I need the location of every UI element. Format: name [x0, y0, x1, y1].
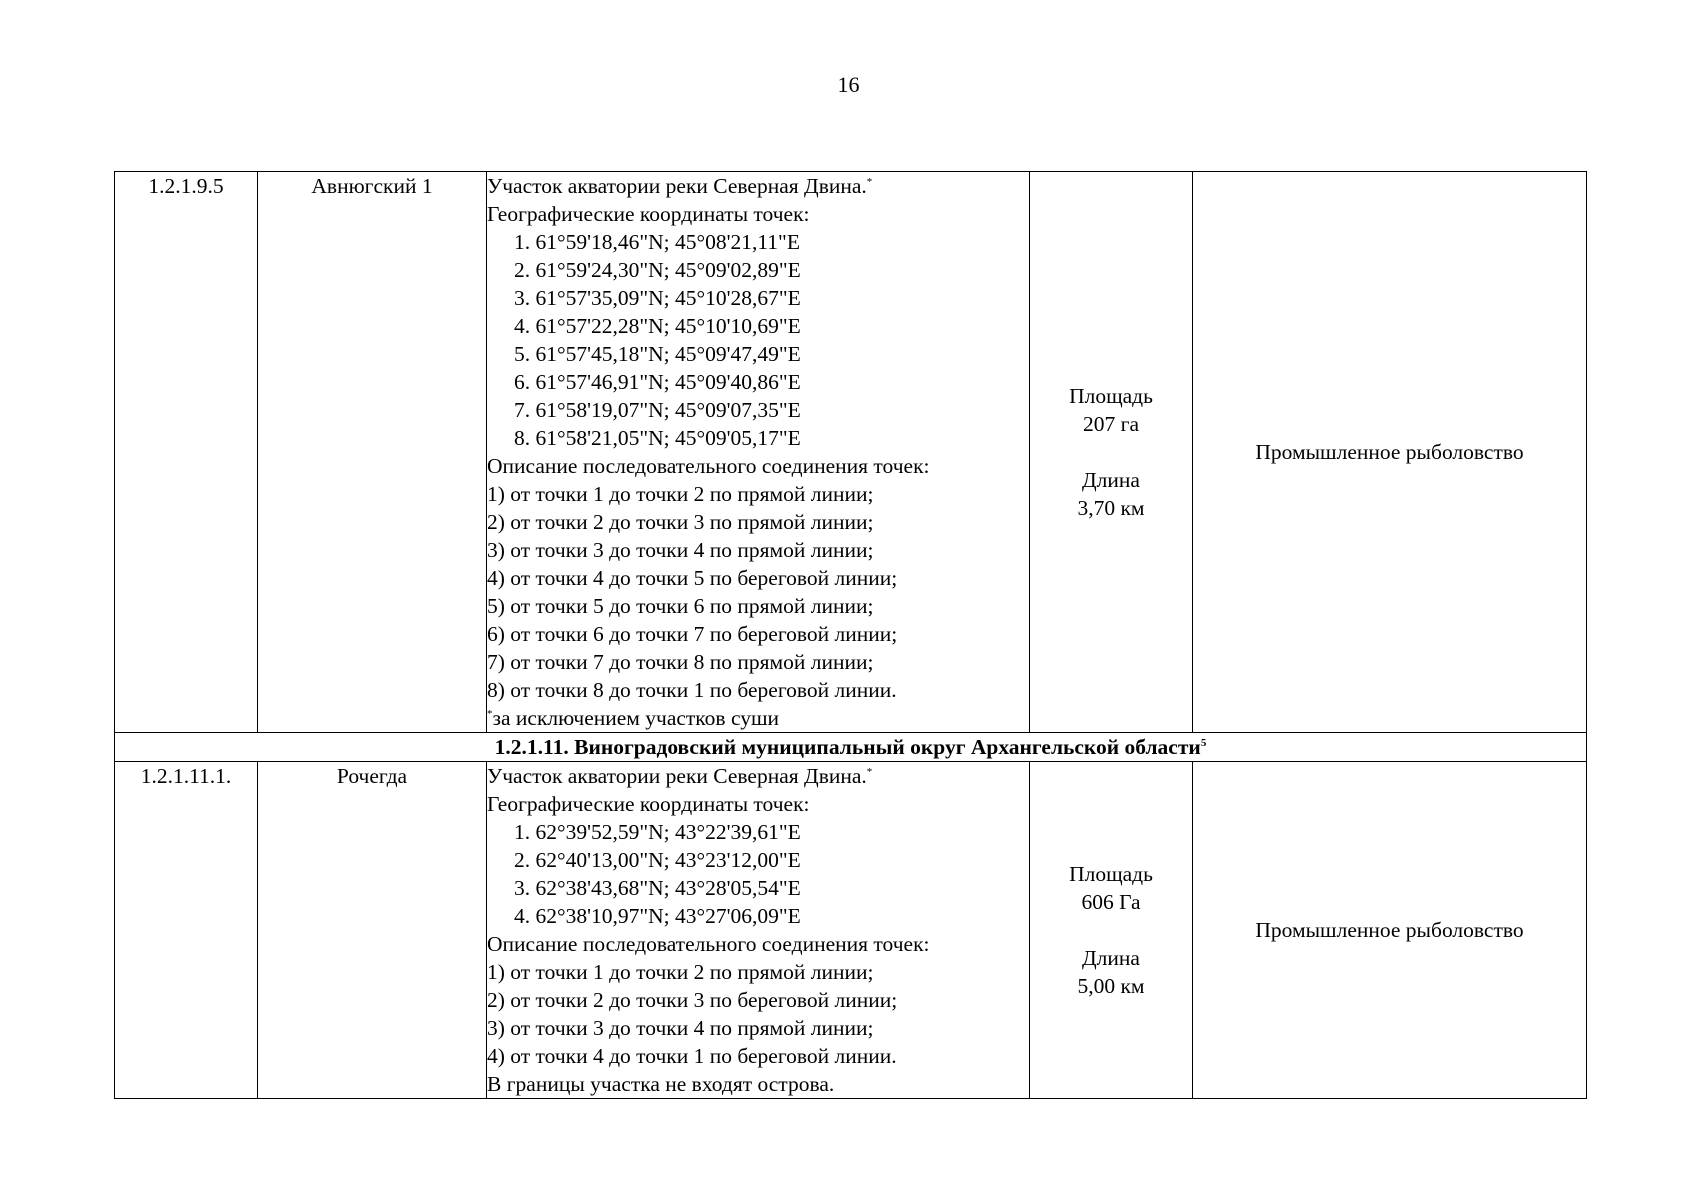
length-label: Длина	[1082, 468, 1140, 492]
coordinates-heading: Географические координаты точек:	[487, 202, 810, 226]
connection-item: 1) от точки 1 до точки 2 по прямой линии;	[487, 960, 874, 984]
section-row	[115, 733, 1587, 762]
coordinate-point: 8. 61°58'21,05"N; 45°09'05,17"E	[514, 426, 801, 450]
row-number: 1.2.1.11.1.	[115, 762, 258, 1099]
table-row	[115, 762, 1587, 1099]
coordinate-point: 4. 61°57'22,28"N; 45°10'10,69"E	[514, 314, 801, 338]
area-label: Площадь	[1069, 384, 1153, 408]
coordinate-point: 1. 61°59'18,46"N; 45°08'21,11"E	[514, 230, 800, 254]
coordinates-heading: Географические координаты точек:	[487, 792, 810, 816]
coordinate-point: 6. 61°57'46,91"N; 45°09'40,86"E	[514, 370, 801, 394]
area-length-cell	[1030, 172, 1193, 733]
coordinate-point: 5. 61°57'45,18"N; 45°09'47,49"E	[514, 342, 801, 366]
length-value: 3,70 км	[1077, 496, 1145, 520]
connection-item: 5) от точки 5 до точки 6 по прямой линии;	[487, 594, 874, 618]
footnote-note: *за исключением участков суши	[487, 706, 780, 730]
length-value: 5,00 км	[1077, 974, 1145, 998]
connection-item: 3) от точки 3 до точки 4 по прямой линии;	[487, 1016, 874, 1040]
connection-item: 4) от точки 4 до точки 5 по береговой линии;	[487, 566, 898, 590]
footnote-mark: *	[866, 175, 873, 188]
area-value: 606 Га	[1081, 890, 1141, 914]
area-length-cell	[1030, 762, 1193, 1099]
coordinate-point: 7. 61°58'19,07"N; 45°09'07,35"E	[514, 398, 801, 422]
coordinate-point: 4. 62°38'10,97"N; 43°27'06,09"E	[514, 904, 801, 928]
islands-note: В границы участка не входят острова.	[487, 1072, 835, 1096]
site-name: Авнюгский 1	[258, 172, 487, 733]
connection-item: 6) от точки 6 до точки 7 по береговой линии;	[487, 622, 898, 646]
footnote-mark: *	[487, 707, 493, 720]
connection-item: 7) от точки 7 до точки 8 по прямой линии;	[487, 650, 874, 674]
connection-item: 1) от точки 1 до точки 2 по прямой линии;	[487, 482, 874, 506]
length-label: Длина	[1082, 946, 1140, 970]
area-value: 207 га	[1083, 412, 1139, 436]
description-title: Участок акватории реки Северная Двина.*	[487, 764, 873, 788]
coordinate-point: 1. 62°39'52,59"N; 43°22'39,61"E	[514, 820, 801, 844]
connection-item: 4) от точки 4 до точки 1 по береговой линии.	[487, 1044, 897, 1068]
coordinate-point: 3. 62°38'43,68"N; 43°28'05,54"E	[514, 876, 801, 900]
table-row	[115, 172, 1587, 733]
description-title: Участок акватории реки Северная Двина.*	[487, 174, 873, 198]
page-number: 16	[837, 72, 860, 97]
coordinate-point: 2. 62°40'13,00"N; 43°23'12,00"E	[514, 848, 801, 872]
row-number: 1.2.1.9.5	[115, 172, 258, 733]
connection-heading: Описание последовательного соединения точек:	[487, 454, 930, 478]
site-description	[487, 172, 1030, 733]
fishing-type: Промышленное рыболовство	[1193, 172, 1587, 733]
fishing-type: Промышленное рыболовство	[1193, 762, 1587, 1099]
site-name: Рочегда	[258, 762, 487, 1099]
area-label: Площадь	[1069, 862, 1153, 886]
connection-item: 2) от точки 2 до точки 3 по береговой линии;	[487, 988, 898, 1012]
connection-item: 3) от точки 3 до точки 4 по прямой линии;	[487, 538, 874, 562]
site-description	[487, 762, 1030, 1099]
registry-table	[114, 171, 1587, 1099]
connection-heading: Описание последовательного соединения точек:	[487, 932, 930, 956]
footnote-mark: *	[866, 765, 873, 778]
section-footnote: 5	[1200, 736, 1207, 749]
connection-item: 8) от точки 8 до точки 1 по береговой линии.	[487, 678, 897, 702]
coordinate-point: 3. 61°57'35,09"N; 45°10'28,67"E	[514, 286, 801, 310]
section-heading: 1.2.1.11. Виноградовский муниципальный округ Архангельской области$^5$	[115, 733, 1587, 762]
coordinate-point: 2. 61°59'24,30"N; 45°09'02,89"E	[514, 258, 801, 282]
connection-item: 2) от точки 2 до точки 3 по прямой линии;	[487, 510, 874, 534]
